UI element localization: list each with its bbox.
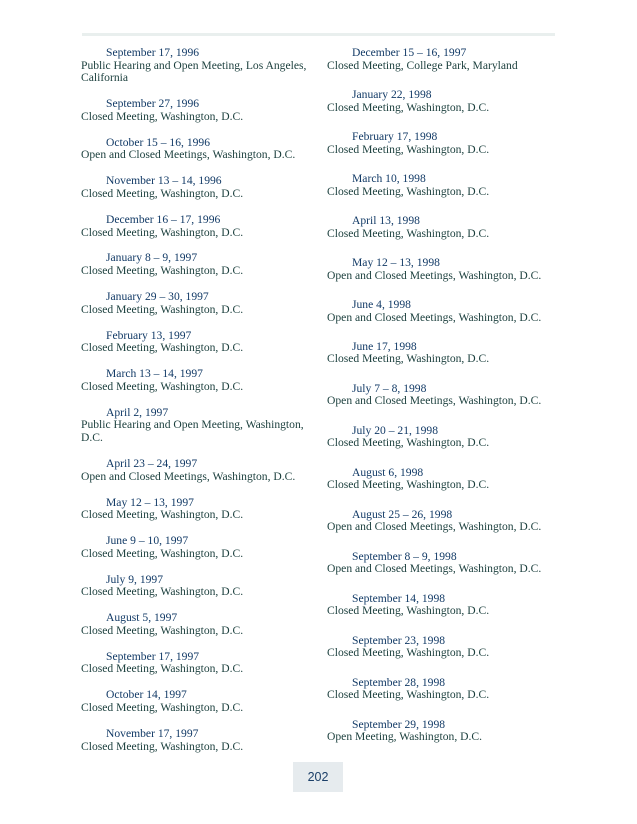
meeting-description: Closed Meeting, Washington, D.C. [81, 662, 244, 676]
meeting-entry [81, 137, 326, 162]
meeting-description: Closed Meeting, Washington, D.C. [327, 352, 490, 366]
meeting-description: Closed Meeting, Washington, D.C. [81, 585, 244, 599]
meeting-description: Closed Meeting, Washington, D.C. [81, 341, 244, 355]
meeting-description: Closed Meeting, Washington, D.C. [81, 379, 244, 393]
meeting-date: September 17, 1996 [106, 46, 200, 59]
meeting-description: Closed Meeting, Washington, D.C. [81, 623, 244, 637]
meeting-date: October 15 – 16, 1996 [106, 135, 211, 149]
meeting-description: Closed Meeting, Washington, D.C. [81, 546, 244, 560]
meeting-date: April 2, 1997 [106, 405, 169, 419]
meeting-entry [327, 341, 627, 366]
meeting-date: September 23, 1998 [352, 633, 446, 647]
meeting-entry [327, 47, 627, 72]
meeting-date: January 22, 1998 [352, 87, 432, 101]
meeting-entry [327, 383, 627, 408]
meeting-description: Open Meeting, Washington, D.C. [327, 730, 483, 744]
meeting-description: Closed Meeting, Washington, D.C. [327, 436, 490, 450]
meeting-entry [327, 467, 627, 492]
meeting-entry [327, 131, 627, 156]
meeting-date: July 20 – 21, 1998 [352, 423, 438, 437]
meeting-entry [81, 651, 326, 676]
meeting-date: May 12 – 13, 1998 [352, 255, 440, 269]
meeting-description: Closed Meeting, Washington, D.C. [327, 226, 490, 240]
meeting-description: Closed Meeting, Washington, D.C. [81, 302, 244, 316]
meeting-description: Closed Meeting, Washington, D.C. [327, 142, 490, 156]
meeting-date: January 8 – 9, 1997 [106, 251, 198, 265]
top-rule [82, 33, 555, 36]
meeting-entry [81, 689, 326, 714]
meeting-date: November 17, 1997 [106, 727, 199, 741]
meeting-description: Closed Meeting, College Park, Maryland [327, 58, 518, 72]
meeting-description: Closed Meeting, Washington, D.C. [81, 701, 244, 715]
meeting-date: July 9, 1997 [106, 572, 164, 586]
meeting-date: August 6, 1998 [352, 465, 424, 479]
meeting-date: April 23 – 24, 1997 [106, 456, 198, 470]
meeting-entry [81, 574, 326, 599]
meeting-description: Closed Meeting, Washington, D.C. [327, 688, 490, 702]
meeting-entry [327, 593, 627, 618]
meeting-description: Public Hearing and Open Meeting, Los Angeles, California [81, 58, 307, 85]
meeting-date: September 29, 1998 [352, 717, 446, 731]
meeting-date: September 28, 1998 [352, 675, 446, 689]
meeting-entry [81, 291, 326, 316]
meeting-entry [327, 257, 627, 282]
meeting-entry [81, 612, 326, 637]
meeting-date: September 27, 1996 [106, 97, 200, 111]
meeting-entry [327, 89, 627, 114]
meeting-date: September 14, 1998 [352, 591, 446, 605]
meeting-date: January 29 – 30, 1997 [106, 290, 209, 304]
meeting-entry [327, 719, 627, 744]
meeting-date: June 17, 1998 [352, 339, 417, 353]
meeting-description: Open and Closed Meetings, Washington, D.C. [327, 562, 542, 576]
meeting-entry [81, 368, 326, 393]
meeting-description: Closed Meeting, Washington, D.C. [81, 109, 244, 123]
meeting-date: December 16 – 17, 1996 [106, 212, 221, 226]
meeting-entry [81, 535, 326, 560]
meeting-description: Closed Meeting, Washington, D.C. [327, 646, 490, 660]
meeting-description: Closed Meeting, Washington, D.C. [327, 478, 490, 492]
meeting-description: Closed Meeting, Washington, D.C. [327, 184, 490, 198]
meeting-entry [327, 509, 627, 534]
meeting-description: Public Hearing and Open Meeting, Washington, D.C. [81, 418, 304, 444]
meeting-date: August 5, 1997 [106, 611, 178, 625]
meeting-date: June 4, 1998 [352, 297, 411, 311]
left-column [81, 47, 326, 767]
meeting-description: Closed Meeting, Washington, D.C. [327, 100, 490, 114]
meeting-date: December 15 – 16, 1997 [352, 46, 467, 59]
meeting-description: Open and Closed Meetings, Washington, D.C. [327, 394, 542, 408]
meeting-description: Closed Meeting, Washington, D.C. [81, 739, 244, 753]
meeting-entry [81, 330, 326, 355]
meeting-date: February 13, 1997 [106, 328, 192, 342]
meeting-entry [81, 47, 326, 85]
meeting-description: Closed Meeting, Washington, D.C. [81, 508, 244, 522]
meeting-description: Open and Closed Meetings, Washington, D.C. [327, 268, 542, 282]
meeting-entry [81, 252, 326, 277]
meeting-date: May 12 – 13, 1997 [106, 495, 194, 509]
meeting-date: June 9 – 10, 1997 [106, 534, 189, 548]
meeting-entry [81, 214, 326, 239]
meeting-date: November 13 – 14, 1996 [106, 174, 222, 188]
meeting-date: October 14, 1997 [106, 688, 187, 702]
meeting-entry [327, 299, 627, 324]
meeting-entry [327, 677, 627, 702]
meeting-description: Closed Meeting, Washington, D.C. [327, 604, 490, 618]
meeting-entry [81, 175, 326, 200]
meeting-description: Open and Closed Meetings, Washington, D.C. [81, 469, 296, 483]
meeting-date: April 13, 1998 [352, 213, 420, 227]
right-column [327, 47, 627, 761]
meeting-description: Open and Closed Meetings, Washington, D.C. [81, 148, 296, 162]
meeting-description: Closed Meeting, Washington, D.C. [81, 225, 244, 239]
meeting-date: August 25 – 26, 1998 [352, 507, 453, 521]
meeting-entry [81, 458, 326, 483]
meeting-entry [327, 215, 627, 240]
meeting-date: February 17, 1998 [352, 129, 438, 143]
meeting-entry [81, 407, 326, 445]
page-number: 202 [293, 762, 343, 792]
meeting-entry [327, 425, 627, 450]
meeting-entry [81, 728, 326, 753]
meeting-entry [81, 98, 326, 123]
meeting-description: Open and Closed Meetings, Washington, D.C. [327, 310, 542, 324]
meeting-date: September 8 – 9, 1998 [352, 549, 457, 563]
meeting-entry [327, 551, 627, 576]
meeting-date: September 17, 1997 [106, 649, 200, 663]
meeting-entry [81, 497, 326, 522]
meeting-entry [327, 635, 627, 660]
meeting-date: March 13 – 14, 1997 [106, 367, 203, 381]
meeting-date: July 7 – 8, 1998 [352, 381, 427, 395]
meeting-description: Closed Meeting, Washington, D.C. [81, 186, 244, 200]
meeting-description: Closed Meeting, Washington, D.C. [81, 264, 244, 278]
meeting-entry [327, 173, 627, 198]
meeting-description: Open and Closed Meetings, Washington, D.C. [327, 520, 542, 534]
meeting-date: March 10, 1998 [352, 171, 426, 185]
